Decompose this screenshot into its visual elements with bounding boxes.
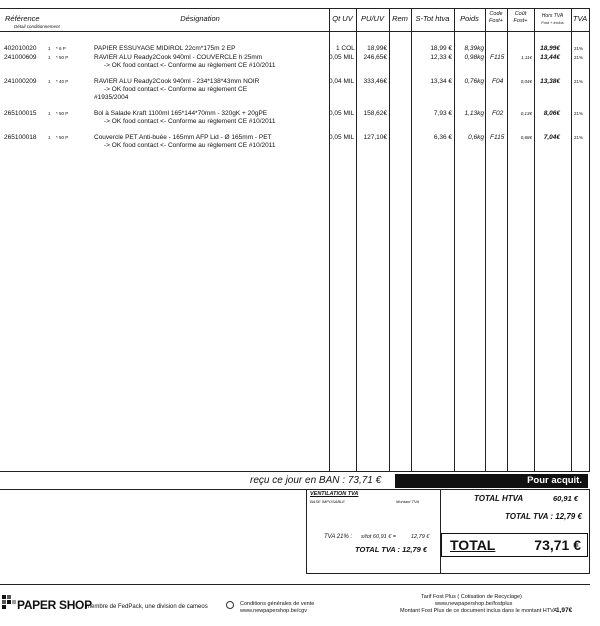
row-designation-detail: -> OK food contact <- Conforme au règlement CE #10/2011 xyxy=(104,118,276,125)
row-poids: 0,98kg xyxy=(464,54,484,61)
row-cout-fost: 0,04€ xyxy=(520,79,532,84)
row-qt-uv: 0,05 MIL xyxy=(329,134,355,141)
row-stot: 6,36 € xyxy=(433,134,452,141)
row-qty: 1 xyxy=(48,111,51,116)
row-reference: 265100018 xyxy=(4,134,37,141)
fost-tarif-url[interactable]: www.newpapershop.be/fostplus xyxy=(435,601,513,607)
row-hors-tva: 13,38€ xyxy=(540,78,560,85)
row-unit: * 50 P xyxy=(56,111,69,116)
row-unit: * 50 P xyxy=(56,55,69,60)
total-label: TOTAL xyxy=(450,537,496,553)
row-reference: 241000609 xyxy=(4,54,37,61)
row-cout-fost: 0,13€ xyxy=(520,111,532,116)
row-qty: 1 xyxy=(48,55,51,60)
row-designation-detail: -> OK food contact <- Conforme au règlement CE #10/2011 xyxy=(104,62,276,69)
row-pu: 246,65€ xyxy=(363,54,387,61)
row-pu: 333,46€ xyxy=(363,78,387,85)
header-reference: Référence xyxy=(5,14,40,23)
row-stot: 13,34 € xyxy=(430,78,452,85)
membre-fedpack: membre de FedPack, une division de cameos xyxy=(86,604,208,610)
row-designation-detail: -> OK food contact <- Conforme au règlement CE #10/2011 xyxy=(104,142,276,149)
ventilation-stot: s/tot 60,91 € = xyxy=(361,534,397,540)
pour-acquit-bar xyxy=(395,474,588,488)
fost-tarif-title: Tarif Fost Plus ( Cotisation de Recyclage) xyxy=(421,594,522,600)
row-hors-tva: 18,99€ xyxy=(540,45,560,52)
ventilation-total: TOTAL TVA : 12,79 € xyxy=(355,545,428,554)
row-designation-detail: -> OK food contact <- Conforme au règlement CE xyxy=(104,86,248,93)
paper-shop-logo: PAPER SHOP xyxy=(17,598,92,612)
conditions-url[interactable]: www.newpapershop.be/cgv xyxy=(240,608,307,614)
row-hors-tva: 13,44€ xyxy=(540,54,560,61)
header-code-fost: Code Fost+ xyxy=(489,11,503,24)
ventilation-montant: Montant TVA xyxy=(396,499,420,504)
row-hors-tva: 7,04€ xyxy=(543,134,560,141)
ventilation-title: VENTILATION TVA xyxy=(310,491,359,497)
row-code-fost: F04 xyxy=(492,78,504,85)
row-reference: 265100015 xyxy=(4,110,37,117)
header-poids: Poids xyxy=(460,14,479,23)
row-stot: 7,93 € xyxy=(433,110,452,117)
row-tva: 21% xyxy=(574,55,584,60)
ventilation-rate: TVA 21% : xyxy=(324,534,353,540)
row-reference: 402010020 xyxy=(4,45,37,52)
row-stot: 18,99 € xyxy=(430,45,452,52)
row-code-fost: F115 xyxy=(490,54,505,61)
row-code-fost: F115 xyxy=(490,134,505,141)
row-cout-fost: 0,68€ xyxy=(520,135,532,140)
row-designation: Bol à Salade Kraft 1100ml 165*144*70mm - 320gK + 20gPE xyxy=(94,110,268,117)
row-code-fost: F02 xyxy=(492,110,504,117)
row-unit: * 50 P xyxy=(56,135,69,140)
total-htva-value: 60,91 € xyxy=(553,494,579,503)
row-unit: * 6 P xyxy=(56,46,66,51)
paper-shop-logo-icon xyxy=(2,595,16,609)
total-tva: TOTAL TVA : 12,79 € xyxy=(505,512,582,521)
row-tva: 21% xyxy=(574,79,584,84)
row-qt-uv: 0,05 MIL xyxy=(329,110,355,117)
pour-acquit: Pour acquit. xyxy=(527,475,582,486)
row-unit: * 40 P xyxy=(56,79,69,84)
fost-montant-value: 1,97€ xyxy=(556,607,573,614)
row-designation: Couvercle PET Anti-buée - 165mm AFP Lid - Ø 165mm - PET xyxy=(94,134,272,141)
row-pu: 127,10€ xyxy=(363,134,387,141)
header-designation: Désignation xyxy=(180,14,220,23)
row-qty: 1 xyxy=(48,79,51,84)
row-qty: 1 xyxy=(48,135,51,140)
header-cout-fost: Coût Fost+ xyxy=(513,11,528,24)
row-qt-uv: 0,05 MIL xyxy=(329,54,355,61)
row-qt-uv: 0,04 MIL xyxy=(329,78,355,85)
row-tva: 21% xyxy=(574,135,584,140)
header-rem: Rem xyxy=(392,14,408,23)
grand-total-box xyxy=(441,533,588,557)
total-htva-label: TOTAL HTVA xyxy=(474,494,524,503)
row-qty: 1 xyxy=(48,46,51,51)
ventilation-base: BASE IMPOSABLE xyxy=(310,499,345,504)
header-tva: TVA xyxy=(572,14,588,23)
row-designation-detail: #1935/2004 xyxy=(94,94,129,101)
row-poids: 0,76kg xyxy=(464,78,484,85)
header-fost-inclus: Fost + inclus xyxy=(541,20,564,25)
row-poids: 0,6kg xyxy=(468,134,484,141)
header-detail: Détail conditionnement xyxy=(14,24,60,29)
row-pu: 18,99€ xyxy=(367,45,387,52)
row-designation: RAVIER ALU Ready2Cook 940ml - 234*138*43mm NOIR xyxy=(94,78,260,85)
row-pu: 158,62€ xyxy=(363,110,387,117)
header-pu-uv: PU/UV xyxy=(361,14,384,23)
header-hors-tva: Hors TVA xyxy=(541,13,564,19)
row-tva: 21% xyxy=(574,111,584,116)
row-stot: 12,33 € xyxy=(430,54,452,61)
row-reference: 241000209 xyxy=(4,78,37,85)
row-tva: 21% xyxy=(574,46,584,51)
row-designation: RAVIER ALU Ready2Cook 940ml - COUVERCLE h 25mm xyxy=(94,54,263,61)
row-poids: 8,39kg xyxy=(464,45,484,52)
conditions-title[interactable]: Conditions générales de vente xyxy=(240,601,315,607)
total-value: 73,71 € xyxy=(534,537,581,553)
cameos-icon xyxy=(226,601,234,609)
ventilation-tva: 12,79 € xyxy=(411,534,430,540)
received-amount: reçu ce jour en BAN : 73,71 € xyxy=(250,475,382,486)
header-stot: S-Tot htva xyxy=(415,14,450,23)
row-poids: 1,13kg xyxy=(464,110,484,117)
row-hors-tva: 8,06€ xyxy=(543,110,560,117)
row-qt-uv: 1 COL xyxy=(336,45,355,52)
row-cout-fost: 1,11€ xyxy=(521,55,532,60)
header-qt-uv: Qt UV xyxy=(332,14,353,23)
fost-montant-text: Montant Fost Plus de ce document inclus dans le montant HTVA xyxy=(400,608,558,614)
row-designation: PAPIER ESSUYAGE MIDIROL 22cm*175m 2 EP xyxy=(94,45,236,52)
